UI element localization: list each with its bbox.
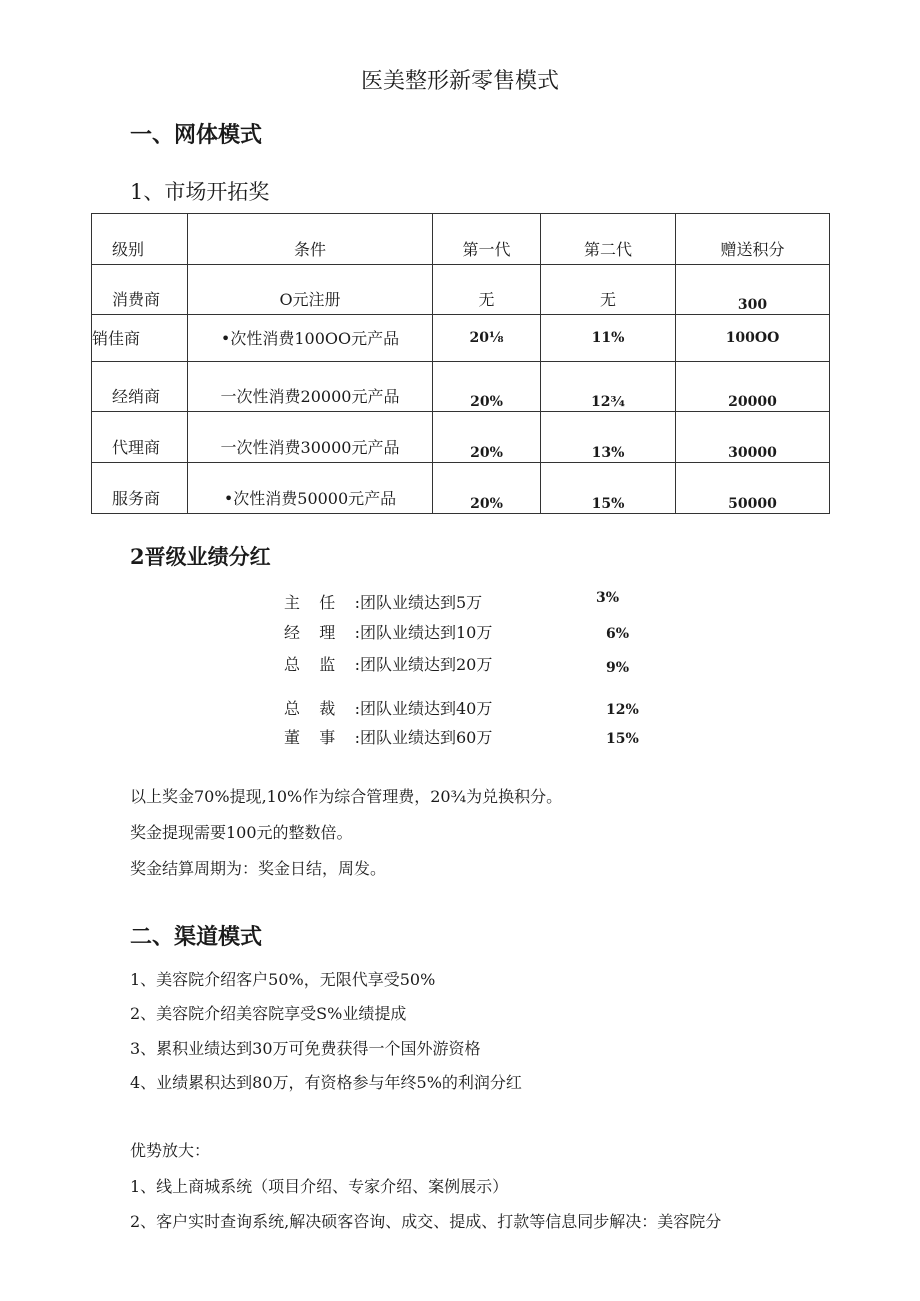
rank-title: 董事: bbox=[284, 728, 360, 747]
cell-points: 100OO bbox=[676, 315, 830, 362]
cell-condition: O元注册 bbox=[188, 264, 433, 315]
cell-gen1: 20% bbox=[433, 412, 541, 463]
cell-gen2: 15% bbox=[541, 462, 676, 513]
table-row bbox=[92, 361, 830, 412]
cell-points: 30000 bbox=[676, 412, 830, 463]
cell-level: 消费商 bbox=[92, 264, 188, 315]
note-settlement-cycle: 奖金结算周期为：奖金日结，周发。 bbox=[130, 859, 387, 878]
header-gen1: 第一代 bbox=[433, 214, 541, 265]
cell-condition: •次性消费100OO元产品 bbox=[188, 315, 433, 362]
rank-row bbox=[0, 652, 920, 676]
rank-percent: 12% bbox=[606, 702, 639, 718]
list-item: 3、累积业绩达到30万可免费获得一个国外游资格 bbox=[130, 1039, 481, 1058]
section-heading-network: 一、网体模式 bbox=[130, 123, 263, 148]
table-row bbox=[92, 412, 830, 463]
cell-condition: 一次性消费20000元产品 bbox=[188, 361, 433, 412]
market-reward-table bbox=[91, 213, 830, 514]
cell-level: 销佳商 bbox=[92, 315, 188, 362]
rank-condition: 团队业绩达到10万 bbox=[360, 623, 493, 642]
cell-gen2: 11% bbox=[541, 315, 676, 362]
cell-gen2: 12¾ bbox=[541, 361, 676, 412]
note-withdrawal-multiple: 奖金提现需要100元的整数倍。 bbox=[130, 823, 353, 842]
list-item: 1、线上商城系统（项目介绍、专家介绍、案例展示） bbox=[130, 1177, 509, 1196]
table-row bbox=[92, 315, 830, 362]
cell-gen1: 20% bbox=[433, 462, 541, 513]
note-withdrawal-split: 以上奖金70%提现,10%作为综合管理费，20¾为兑换积分。 bbox=[130, 787, 563, 806]
subheading-market-reward: 1、市场开拓奖 bbox=[130, 180, 270, 204]
list-item: 2、客户实时查询系统,解决硕客咨询、成交、提成、打款等信息同步解决：美容院分 bbox=[130, 1212, 722, 1231]
rank-row bbox=[0, 620, 920, 644]
rank-percent: 9% bbox=[606, 660, 630, 676]
section-heading-channel: 二、渠道模式 bbox=[130, 925, 263, 950]
cell-condition: 一次性消费30000元产品 bbox=[188, 412, 433, 463]
rank-percent: 15% bbox=[606, 731, 639, 747]
cell-gen1: 无 bbox=[433, 264, 541, 315]
header-level: 级别 bbox=[92, 214, 188, 265]
rank-condition: 团队业绩达到20万 bbox=[360, 655, 493, 674]
rank-condition: 团队业绩达到40万 bbox=[360, 699, 493, 718]
cell-gen2: 13% bbox=[541, 412, 676, 463]
cell-points: 20000 bbox=[676, 361, 830, 412]
cell-level: 代理商 bbox=[92, 412, 188, 463]
rank-percent: 3% bbox=[596, 590, 620, 606]
cell-level: 经绡商 bbox=[92, 361, 188, 412]
cell-gen1: 20% bbox=[433, 361, 541, 412]
rank-row bbox=[0, 725, 920, 749]
advantage-label: 优势放大： bbox=[130, 1141, 211, 1160]
cell-level: 服务商 bbox=[92, 462, 188, 513]
subheading-promotion-bonus: 2晋级业绩分红 bbox=[130, 544, 271, 569]
list-item: 4、业绩累积达到80万，有资格参与年终5%的利润分红 bbox=[130, 1073, 522, 1092]
rank-title: 总监: bbox=[284, 655, 360, 674]
rank-percent: 6% bbox=[606, 626, 630, 642]
rank-row bbox=[0, 590, 920, 614]
table-row bbox=[92, 264, 830, 315]
header-condition: 条件 bbox=[188, 214, 433, 265]
list-item: 2、美容院介绍美容院享受S%业绩提成 bbox=[130, 1004, 407, 1023]
rank-title: 经理: bbox=[284, 623, 360, 642]
cell-gen2: 无 bbox=[541, 264, 676, 315]
rank-title: 主任: bbox=[284, 593, 360, 612]
rank-row bbox=[0, 696, 920, 720]
table-header-row bbox=[92, 214, 830, 265]
rank-title: 总裁: bbox=[284, 699, 360, 718]
cell-points: 50000 bbox=[676, 462, 830, 513]
cell-points: 300 bbox=[676, 264, 830, 315]
rank-condition: 团队业绩达到60万 bbox=[360, 728, 493, 747]
header-gen2: 第二代 bbox=[541, 214, 676, 265]
cell-condition: •次性消费50000元产品 bbox=[188, 462, 433, 513]
table-row bbox=[92, 462, 830, 513]
header-points: 赠送积分 bbox=[676, 214, 830, 265]
cell-gen1: 20⅛ bbox=[433, 315, 541, 362]
page-title: 医美整形新零售模式 bbox=[360, 69, 559, 94]
rank-condition: 团队业绩达到5万 bbox=[360, 593, 483, 612]
list-item: 1、美容院介绍客户50%，无限代享受50% bbox=[130, 970, 436, 989]
